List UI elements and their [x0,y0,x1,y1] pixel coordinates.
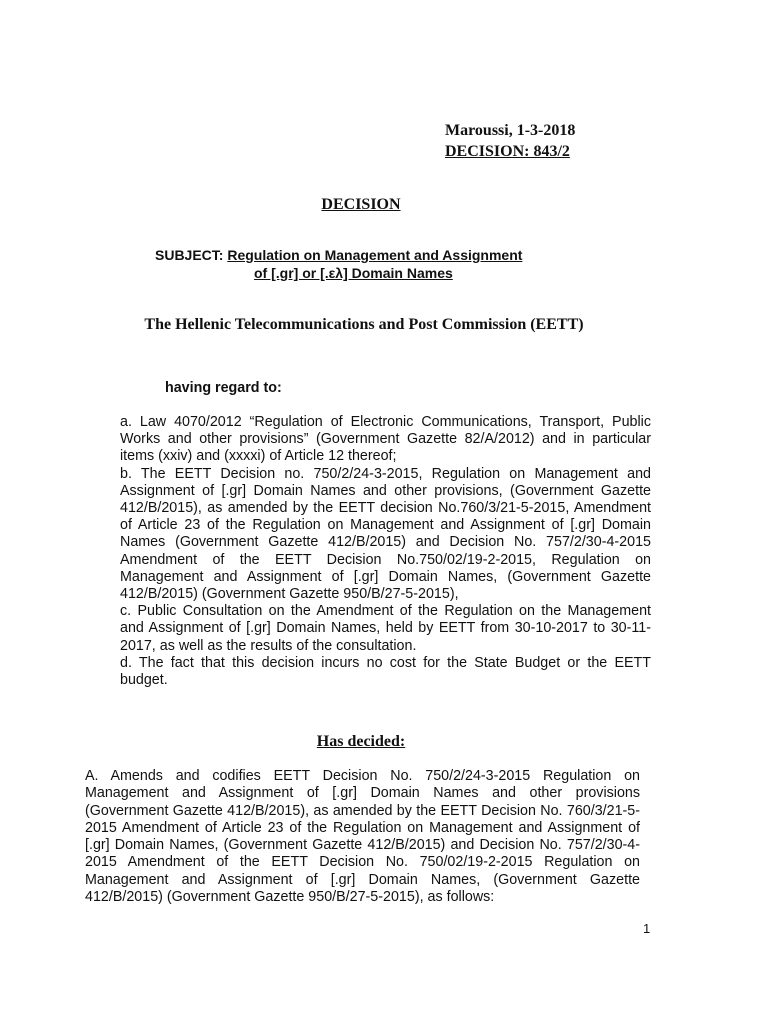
regard-item-b: b. The EETT Decision no. 750/2/24-3-2015, Regulation on Management and Assignment of [.gr] Domain Names and other provisions, (Government Gazette 412/B/2015), as amended by the EETT decision No.760/3/21-5-2015, Amendment of Article 23 of the Regulation on Management and Assignment of [.gr] Domain Names (Government Gazette 412/B/2015) and Decision No. 757/2/30-4-2015 Amendment of the EETT Decision No.750/02/19-2-2015, Regulation on Management and Assignment of [.gr] Domain Names, (Government Gazette 412/B/2015) (Government Gazette 950/B/27-5-2015), [120,465,651,603]
page-number: 1 [643,921,651,936]
having-regard-heading: having regard to: [165,380,282,396]
paragraph-a: A. Amends and codifies EETT Decision No. 750/2/24-3-2015 Regulation on Management and Assignment of [.gr] Domain Names and other provisions (Government Gazette 412/B/2015), as amended by the EETT Decision No. 760/3/21-5-2015 Amendment of Article 23 of the Regulation on Management and Assignment of [.gr] Domain Names, (Government Gazette 412/B/2015) and Decision No. 757/2/30-4-2015 Amendment of the EETT Decision No. 750/02/19-2-2015 Regulation on Management and Assignment of [.gr] Domain Names, (Government Gazette 412/B/2015) (Government Gazette 950/B/27-5-2015), as follows: [85,768,640,906]
regard-item-a: a. Law 4070/2012 “Regulation of Electronic Communications, Transport, Public Works and other provisions” (Government Gazette 82/A/2012) and in particular items (xxiv) and (xxxxi) of Article 12 thereof; [120,414,651,465]
regard-item-d: d. The fact that this decision incurs no cost for the State Budget or the EETT budget. [120,654,651,689]
decision-number: DECISION: 843/2 [445,143,570,160]
regard-items [120,414,651,689]
regard-item-c: c. Public Consultation on the Amendment of the Regulation on the Management and Assignment of [.gr] Domain Names, held by EETT from 30-10-2017 to 30-11-2017, as well as the results of the consultation. [120,603,651,654]
subject-line-1 [155,247,522,264]
subject-label: SUBJECT: [155,247,224,263]
commission-name: The Hellenic Telecommunications and Post Commission (EETT) [144,316,584,333]
document-header [445,120,575,162]
subject-line-2: of [.gr] or [.ελ] Domain Names [254,265,453,281]
place-date: Maroussi, 1-3-2018 [445,122,576,139]
has-decided-heading: Has decided: [316,733,406,750]
subject-text-1: Regulation on Management and Assignment [227,247,523,263]
decision-title: DECISION [321,196,401,213]
